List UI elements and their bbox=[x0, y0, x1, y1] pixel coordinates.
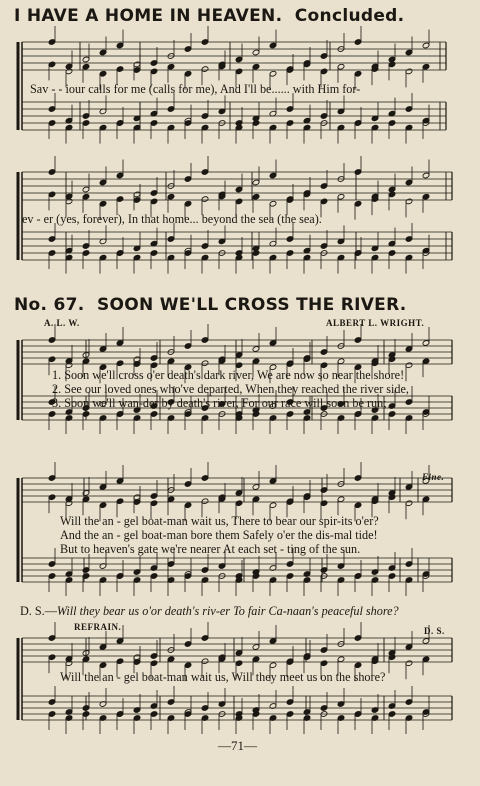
system-3-verse-3: 3. Soon we'll wan-der by death's river, For our race will soon be run; bbox=[52, 396, 387, 410]
fine-marking: Fine. bbox=[422, 472, 445, 482]
refrain-lyric: Will the an - gel boat-man wait us, Will they meet us on the shore? bbox=[60, 670, 386, 684]
page-title-suffix: Concluded. bbox=[294, 6, 405, 26]
ds-line bbox=[20, 604, 399, 619]
system-4-verse-1: Will the an - gel boat-man wait us, There to bear our spir-its o'er? bbox=[60, 514, 379, 528]
composer: ALBERT L. WRIGHT. bbox=[326, 318, 425, 328]
system-5-staves bbox=[0, 630, 480, 740]
page-title-main: I HAVE A HOME IN HEAVEN. bbox=[14, 6, 283, 26]
system-2-lyric: ev - er (yes, forever), In that home... beyond the sea (the sea). bbox=[22, 212, 322, 226]
hymn-heading bbox=[14, 295, 407, 315]
ds-marker: D. S. bbox=[424, 626, 445, 636]
hymn-title: SOON WE'LL CROSS THE RIVER. bbox=[96, 295, 407, 315]
system-4-verse-3: But to heaven's gate we're nearer At each set - ting of the sun. bbox=[60, 542, 361, 556]
system-4-verse-2: And the an - gel boat-man bore them Safely o'er the dis-mal tide! bbox=[60, 528, 378, 542]
ds-text: Will they bear us o'or death's riv-er To fair Ca-naan's peaceful shore? bbox=[56, 604, 399, 618]
system-1-lyric: Sav - - iour calls for me (calls for me), And I'll be...... with Him for- bbox=[30, 82, 361, 96]
page-title bbox=[14, 6, 404, 26]
system-3-verse-1: 1. Soon we'll cross o'er death's dark river, We are now so near the shore! bbox=[52, 368, 405, 382]
ds-prefix: D. S.— bbox=[20, 604, 57, 618]
words-by: A. L. W. bbox=[44, 318, 80, 328]
hymn-number: No. 67. bbox=[14, 295, 85, 315]
refrain-label: REFRAIN. bbox=[74, 622, 122, 632]
system-3-verse-2: 2. See our loved ones who've departed, When they reached the river side, bbox=[52, 382, 409, 396]
page-number: —71— bbox=[218, 738, 257, 753]
